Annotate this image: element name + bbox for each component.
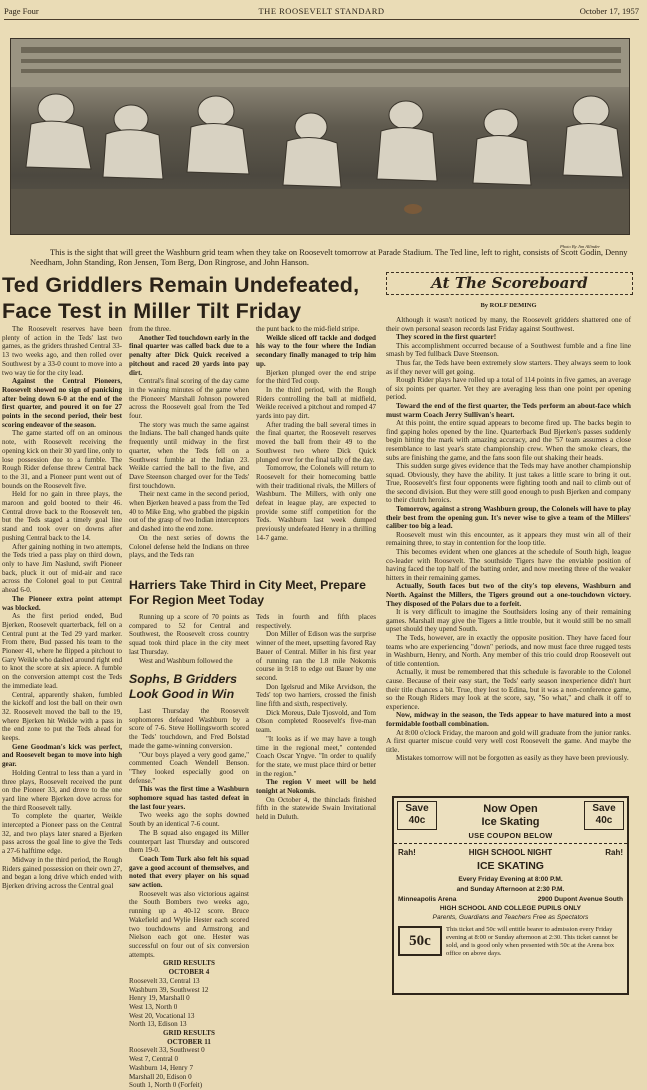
paragraph: This becomes evident when one glances at the schedule of South high, league co-leader with Roosevelt. The southside Tigers have the enviable position of having faced the top half of the batting order, and now meeting three of the weaker hitters in their remaining games. xyxy=(386,547,631,582)
team-line-photo xyxy=(10,38,630,235)
paragraph: Roosevelt was also victorious against the South Bombers two weeks ago, running up a 40-12 score. Bruce Wakefield and Wylie Hester each scored two touchdowns and Armstrong and Nielson each got one. Hester was successful on four out of six conversion attempts. xyxy=(129,889,249,959)
paragraph: This sudden surge gives evidence that the Teds may have another championship squad. Obviously, they have the ability. It just takes a little scare to bring it out. True, Roosevelt's first four opponents were fighting tooth and nail to climb out of the second division. But they were still good enough to push Bjerken and company to their clutch heroics. xyxy=(386,461,631,505)
paragraph: In the third period, with the Rough Riders controlling the ball at midfield, Weikle received a pitchout and romped 47 yards into pay dirt. xyxy=(256,385,376,421)
paragraph: The Roosevelt reserves have been plenty of action in the Teds' last two games, as the griders thrashed Central 33-13 two weeks ago, and then rolled over Southwest by a 33-0 count to move into a two way tie for the city lead. xyxy=(2,325,122,377)
paragraph: Midway in the third period, the Rough Riders gained possession on their own 27, and began a long drive which ended with Bjerken driving across the Central goal xyxy=(2,855,122,890)
paragraph: After trading the ball several times in the final quarter, the Roosevelt reserves moved the ball from their 49 to the Southwest two where Dick Quick plunged over for the final tally of the day. xyxy=(256,420,376,464)
paragraph: At this point, the entire squad appears to become fired up. The backs begin to find gaping holes opened by the line. Quarterback Bud Bjerken's passes suddenly begin hitting the mark with amazing accuracy, and the '57 team assumes a close resemblance to last year's state championship crew. When the smoke clears, the subs are finishing the game, and the fans soon file out shaking their heads. xyxy=(386,418,631,462)
paragraph: The Pioneer extra point attempt was blocked. xyxy=(2,594,122,612)
paragraph: Coach Tom Turk also felt his squad gave a good account of themselves, and noted that every player on his squad saw action. xyxy=(129,854,249,890)
photo-credit: Photo By Jim Allinder xyxy=(560,244,601,249)
grid-result-line: OCTOBER 11 xyxy=(167,1037,211,1046)
paragraph: the punt back to the mid-field stripe. xyxy=(256,325,360,333)
sunday-text: and Sunday Afternoon at 2:30 P.M. xyxy=(456,886,565,893)
harriers-column-1 xyxy=(129,613,249,665)
photo-caption: This is the sight that will greet the Washburn grid team when they take on Roosevelt tomorrow at Parade Stadium. The Ted line, left to right, consists of Scott Godin, Denny Needham, John Standing, Ron Jensen, Tom Berg, Don Ringrose, and John Hanson. xyxy=(30,248,628,267)
main-story-column-2 xyxy=(129,325,249,572)
paragraph: Dick Moreus, Dale Tjosvold, and Tom Olson completed Roosevelt's five-man team. xyxy=(256,708,376,735)
use-coupon-text: USE COUPON BELOW xyxy=(468,831,553,840)
paragraph: Thus far, the Teds have been extremely slow starters. They always seem to look as if they never will get going. xyxy=(386,357,631,376)
sophs-column xyxy=(129,707,249,1090)
paragraph: Actually, it must be remembered that this schedule is favorable to the Colonel cause. Because of their easy start, the Teds' early season inexperience didn't hurt their title chances a bit. True, they lost to Edina, but it was a non-conference game, so the Rough Riders may look at the score, say, "So what," and chalk it off to experience. xyxy=(386,667,631,711)
paragraph: Don Miller of Edison was the surprise winner of the meet, upsetting favored Ray Bauer of Central. Miller in his first year of running ran the 1.8 mile Nokomis course in 9:18 to edge out Bauer by one second. xyxy=(256,630,376,682)
scoreboard-column xyxy=(386,316,631,791)
price-50c-box: 50c xyxy=(398,926,442,956)
harriers-headline: Harriers Take Third in City Meet, Prepare For Region Meet Today xyxy=(129,578,366,607)
save-label-left: Save xyxy=(405,803,429,814)
ice-skating-text: Ice Skating xyxy=(481,816,540,828)
grid-result-line: Henry 19, Marshall 0 xyxy=(129,994,190,1003)
paragraph: Held for no gain in three plays, the maroon and gold booted to their 46. Central drove back to the Roosevelt ten, but the Teds staged a timely goal line stand and took over on downs after pushing Central back to the 14. xyxy=(2,490,122,542)
grid-result-line: Roosevelt 33, Central 13 xyxy=(129,976,200,985)
paragraph: Central's final scoring of the day came in the waning minutes of the game when the Pioneers' Marshall Johnson powered across the Roosevelt goal from the Ted four. xyxy=(129,377,249,421)
grid-result-line: Washburn 14, Henry 7 xyxy=(129,1063,194,1072)
paragraph: The B squad also engaged its Miller counterpart last Thursday and outscored them 19-0. xyxy=(129,828,249,855)
paragraph: from the three. xyxy=(129,325,171,333)
paragraph: This was the first time a Washburn sophomore squad has tasted defeat in the last four years. xyxy=(129,785,249,811)
paragraph: Roosevelt must win this encounter, as it appears they must win all of their remaining three, to stay in contention for the loop title. xyxy=(386,529,631,548)
paragraph: Bjerken plunged over the end stripe for the third Ted coup. xyxy=(256,368,376,386)
grid-result-line: West 7, Central 0 xyxy=(129,1055,179,1064)
arena-line xyxy=(398,896,623,905)
paragraph: At 8:00 o'clock Friday, the maroon and gold will graduate from the junior ranks. A first quarter miscue could very well cost Roosevelt the game. And maybe the title. xyxy=(386,727,631,754)
grid-result-line: Washburn 39, Southwest 12 xyxy=(129,985,209,994)
paragraph: Now, midway in the season, the Teds appear to have matured into a most formidable football combination. xyxy=(386,710,631,728)
paragraph: They scored in the first quarter! xyxy=(396,332,497,342)
paragraph: Central, apparently shaken, fumbled the kickoff and lost the ball on their own 32. Roosevelt moved the ball to the 19, where Bjerken hit Weikle with a pass in the end zone to put the Teds ahead for keeps. xyxy=(2,690,122,743)
paragraph: As the first period ended, Bud Bjerken, Roosevelt quarterback, fell on a Central punt at the Ted 29 yard marker. From there, Bud passed his team to the Pioneer 41, where he flipped a pitchout to Gary Weikle who dashed around right end to knot the score at six apiece. A fumble on the conversion attempt cost the Teds the immediate lead. xyxy=(2,612,122,690)
paragraph: Weikle sliced off tackle and dodged his way to the four where the Indian secondary finally managed to trip him up. xyxy=(256,333,376,368)
paragraph: The story was much the same against the Indians. The ball changed hands quite frequently until midway in the first quarter, when the Teds fell on a Southwest fumble at the Indian 23. Weikle carried the ball to the five, and Dave Steenson charged over for the Teds' first touchdown. xyxy=(129,420,249,490)
paragraph: To complete the quarter, Weikle intercepted a Pioneer pass on the Central 32, and two plays later snared a Bjerken pass across the goal line to give the Teds a 27-6 halftime edge. xyxy=(2,812,122,856)
grid-result-line: West 13, North 0 xyxy=(129,1002,178,1011)
paragraph: Two weeks ago the sophs downed South by an identical 7-6 count. xyxy=(129,811,249,829)
paragraph: Toward the end of the first quarter, the Teds perform an about-face which must warm Coach Jerry Sullivan's heart. xyxy=(386,400,631,419)
paragraph: Although it wasn't noticed by many, the Roosevelt gridders shattered one of their own personal season records last Friday against Southwest. xyxy=(386,315,631,333)
issue-date: October 17, 1957 xyxy=(579,6,639,16)
save-price-right: 40c xyxy=(595,815,613,826)
paragraph: This accomplishment occurred because of a Southwest fumble and a fine line smash by Ted fullback Dave Steenson. xyxy=(386,340,631,359)
grid-result-line: West 20, Vocational 13 xyxy=(129,1011,195,1020)
ice-skating-ad xyxy=(392,796,629,995)
paragraph: Tomorrow, against a strong Washburn group, the Colonels will have to play their best from the opening gun. It's never wise to give a team of the Millers' caliber too big a lead. xyxy=(386,504,631,531)
paragraph: It is very difficult to imagine the Southsiders losing any of their remaining games. Marshall may give the Tigers a little trouble, but it would still be no small upset should they upend South. xyxy=(386,607,631,634)
grid-result-line: GRID RESULTS xyxy=(163,1029,215,1038)
paragraph: West and Washburn followed the xyxy=(139,656,233,665)
paragraph: Last Thursday the Roosevelt sophomores defeated Washburn by a score of 7-6. Steve Hollingsworth scored the Teds' touchdown, and Fred Bolstad made the game-winning conversion. xyxy=(129,707,249,750)
ice-skating-heading: ICE SKATING xyxy=(477,860,544,872)
paper-name: THE ROOSEVELT STANDARD xyxy=(258,6,385,16)
paragraph: On the next series of downs the Colonel defense held the Indians on three plays, and the Teds ran xyxy=(129,533,249,560)
spectators-text: Parents, Guardians and Teachers Free as Spectators xyxy=(432,914,589,921)
every-friday-text: Every Friday Evening at 8:00 P.M. xyxy=(458,876,563,883)
scoreboard-byline: By ROLF DEMING xyxy=(480,302,537,309)
paragraph: On October 4, the thinclads finished fifth in the statewide Swain Invitational held in Duluth. xyxy=(256,795,376,822)
masthead-rule xyxy=(4,19,639,20)
main-story-column-1 xyxy=(2,325,122,990)
harriers-column-2 xyxy=(256,613,376,990)
arena-address: 2900 Dupont Avenue South xyxy=(537,896,623,903)
paragraph: Tomorrow, the Colonels will return to Roosevelt for their homecoming battle with their traditional rivals, the Millers of Washburn. The Millers, with only one defeat in league play, are expected to provide some stiff competition for the Teds. Washburn last week dumped previously undefeated Henry in a thrilling 14-7 game. xyxy=(256,464,376,542)
arena-name: Minneapolis Arena xyxy=(398,896,457,903)
grid-result-line: OCTOBER 4 xyxy=(168,968,210,977)
grid-result-line: North 13, Edison 13 xyxy=(129,1020,187,1029)
paragraph: The region V meet will be held tonight at Nokomis. xyxy=(256,778,376,796)
paragraph: Mistakes tomorrow will not be forgotten as easily as they have been previously. xyxy=(396,753,629,763)
paragraph: The Teds, however, are in exactly the opposite position. They have faced four teams who are experiencing "down" periods, and now must face three rugged tests in Washburn, Henry, and North. Any member of this trio could drop Roosevelt out of title contention. xyxy=(386,632,631,668)
masthead xyxy=(4,4,639,18)
coupon-cut-line xyxy=(394,843,627,844)
paragraph: Teds in fourth and fifth places respectively. xyxy=(256,613,376,630)
paragraph: Against the Central Pioneers, Roosevelt showed no sign of panicking after being down 6-0 at the end of the first quarter, and poured it on for 27 points in the second period, their best scoring endeavor of the season. xyxy=(2,377,122,429)
ticket-terms: This ticket and 50c will entitle bearer to admission every Friday evening at 8:00 or Sunday afternoon at 2:30. This ticket cannot be sold, and is good only when presented with 50c at the Arena box office on above days. xyxy=(446,926,618,957)
paragraph: Don Igelsrud and Mike Arvidson, the Teds' top two harriers, crossed the finish line fifth and sixth, respectively. xyxy=(256,682,376,709)
high-school-night: HIGH SCHOOL NIGHT xyxy=(468,848,553,857)
paragraph: Actually, South faces but two of the city's top elevens, Washburn and North. Against the Millers, the Tigers ground out a one-touchdown victory. They disposed of the Polars due to a forfeit. xyxy=(386,581,631,608)
scoreboard-title: At The Scoreboard xyxy=(386,272,633,295)
grid-result-line: South 1, North 0 (Forfeit) xyxy=(129,1081,203,1090)
pupils-only-text: HIGH SCHOOL AND COLLEGE PUPILS ONLY xyxy=(439,905,582,912)
paragraph: Rough Rider plays have rolled up a total of 114 points in five games, an average of six points per quarter. Yet they are averaging less than one point per opening period. xyxy=(386,375,631,402)
main-headline: Ted Griddlers Remain Undefeated, Face Test in Miller Tilt Friday xyxy=(2,273,360,323)
paragraph: Their next came in the second period, when Bjerken heaved a pass from the Ted 40 to Mike Eng, who grabbed the pigskin out of the grasp of two Indian interceptors and dashed into the end zone. xyxy=(129,490,249,534)
paragraph: The game started off on an ominous note, with Roosevelt receiving the opening kick on their 30 yard line, only to lose possession due to a fumble. The Rough Rider defense threw Central back to the 31, and a Pioneer punt went out of bounds on the Roosevelt five. xyxy=(2,429,122,490)
grid-result-line: GRID RESULTS xyxy=(163,959,215,968)
grid-result-line: Marshall 20, Edison 0 xyxy=(129,1072,192,1081)
sophs-headline: Sophs, B Gridders Look Good in Win xyxy=(129,672,237,701)
paragraph: "Our boys played a very good game," commented Coach Wendell Benson. "They looked especially good on defense." xyxy=(129,750,249,785)
football-linemen-image xyxy=(11,39,629,234)
rah-left: Rah! xyxy=(398,848,416,857)
main-story-column-3 xyxy=(256,325,376,572)
rah-right: Rah! xyxy=(605,848,623,857)
paragraph: After gaining nothing in two attempts, the Teds tried a pass play on third down, only to have Jim Naslund, swift Pioneer back, pluck it out of mid-air and race across the Colonel goal to put Central ahead 6-0. xyxy=(2,542,122,595)
save-label-right: Save xyxy=(592,803,616,814)
paragraph: "It looks as if we may have a tough time in the regional meet," contended Coach Oscar Yngve. "In order to qualify for the state, we must place third or better in the region." xyxy=(256,734,376,778)
paragraph: Holding Central to less than a yard in three plays, Roosevelt received the punt on the Pioneer 33, and drove to the one yard line where Bjerken dove across for the third Roosevelt tally. xyxy=(2,768,122,812)
save-coupon-right xyxy=(584,801,624,830)
now-open-text: Now Open xyxy=(483,803,538,815)
paragraph: Gene Goodman's kick was perfect, and Roosevelt began to move into high gear. xyxy=(2,742,122,769)
save-price-left: 40c xyxy=(408,815,426,826)
paragraph: Running up a score of 70 points as compared to 52 for Central and Southwest, the Roosevelt cross country squad took third place in the city meet last Thursday. xyxy=(129,613,249,656)
save-coupon-left xyxy=(397,801,437,830)
paragraph: Another Ted touchdown early in the final quarter was called back due to a penalty after Dick Quick received a pitchout and raced 20 yards into pay dirt. xyxy=(129,333,249,377)
grid-result-line: Roosevelt 33, Southwest 0 xyxy=(129,1046,205,1055)
ad-headline xyxy=(444,803,577,829)
page-number: Page Four xyxy=(4,6,39,16)
